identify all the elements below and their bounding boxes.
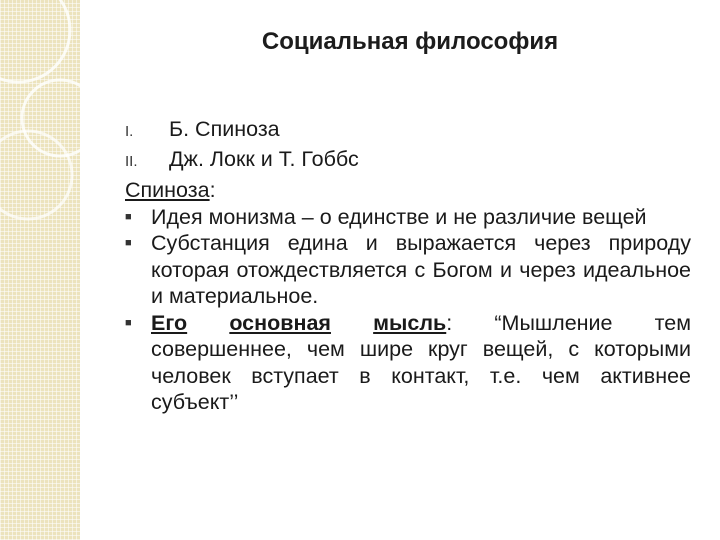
slide-content (125, 116, 691, 416)
bullet-square-icon: ■ (125, 237, 132, 249)
bullet-item (125, 204, 691, 231)
outline-marker: I. (125, 123, 134, 140)
decorative-side-strip (0, 0, 80, 540)
quote-text: “Мышление тем совершеннее, чем шире круг вещей, с которыми человек вступает в контакт, т.е. чем активнее субъект’’ (151, 310, 692, 414)
emphasis-word: мысль (373, 310, 447, 335)
bullet-text-main-idea (151, 310, 691, 416)
bullet-square-icon: ■ (125, 210, 132, 223)
outline-marker: II. (125, 152, 138, 170)
bullet-text: Субстанция едина и выражается через природу которая отождествляется с Богом и через идеальное и материальное. (151, 231, 691, 308)
bullet-text: Идея монизма – о единстве и не различие вещей (151, 204, 647, 229)
bullet-square-icon: ■ (125, 316, 132, 329)
section-heading-colon: : (209, 178, 216, 202)
slide-title: Социальная философия (261, 28, 559, 55)
decorative-circles (0, 0, 80, 540)
outline-text: Дж. Локк и Т. Гоббс (169, 146, 359, 171)
bullet-item (125, 310, 691, 416)
outline-text: Б. Спиноза (169, 117, 280, 141)
emphasis-word: Его (151, 310, 188, 335)
emphasis-colon: : (446, 310, 453, 335)
outline-item-1 (125, 116, 691, 146)
emphasis-word: основная (229, 310, 331, 335)
section-heading (125, 177, 691, 204)
outline-item-2 (125, 146, 691, 176)
bullet-item (125, 230, 691, 310)
section-heading-text: Спиноза (125, 178, 210, 202)
